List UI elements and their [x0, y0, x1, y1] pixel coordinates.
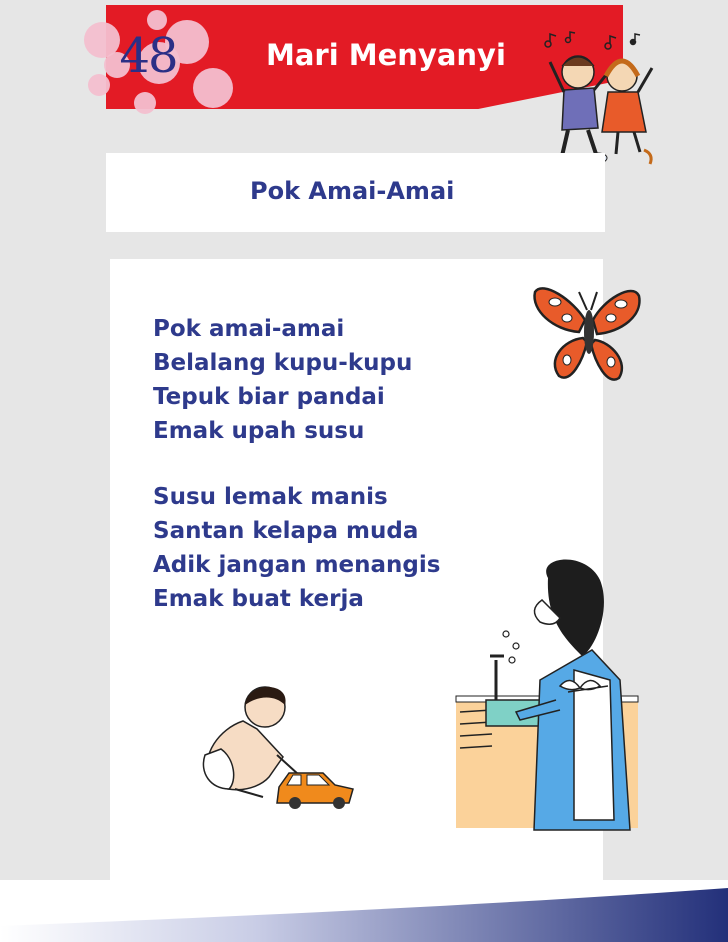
stanza-2 — [153, 480, 440, 616]
section-title: Mari Menyanyi — [266, 38, 506, 72]
butterfly-illustration — [533, 280, 643, 390]
lyric-line: Belalang kupu-kupu — [153, 350, 413, 376]
lyric-line: Tepuk biar pandai — [153, 384, 385, 410]
lyric-line: Emak upah susu — [153, 418, 365, 444]
lyric-line: Pok amai-amai — [153, 316, 345, 342]
lyric-line: Santan kelapa muda — [153, 518, 419, 544]
song-lyrics — [153, 312, 440, 616]
lyric-line: Emak buat kerja — [153, 586, 364, 612]
lyric-line: Susu lemak manis — [153, 484, 388, 510]
stanza-1 — [153, 312, 440, 448]
mother-washing-dishes-illustration — [456, 560, 638, 830]
lyric-line: Adik jangan menangis — [153, 552, 441, 578]
footer-swoosh — [0, 870, 728, 942]
page-number: 48 — [119, 28, 177, 84]
singing-children-illustration — [540, 30, 660, 170]
baby-with-toy-car-illustration — [195, 685, 360, 810]
song-title: Pok Amai-Amai — [250, 177, 455, 205]
